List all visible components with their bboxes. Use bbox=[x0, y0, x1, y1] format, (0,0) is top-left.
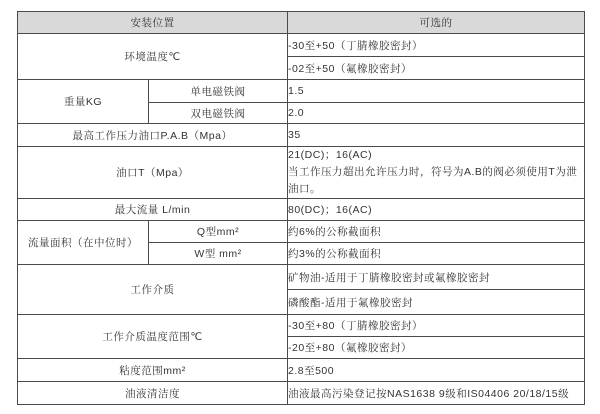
spec-table bbox=[17, 11, 585, 405]
working-medium-phosphate-ester: 磷酸酯-适用于氟橡胶密封 bbox=[288, 290, 585, 315]
flow-area-label: 流量面积（在中位时） bbox=[18, 221, 149, 265]
weight-double-solenoid-value: 2.0 bbox=[288, 103, 585, 124]
max-pressure-label: 最高工作压力油口P.A.B（Mpa） bbox=[18, 124, 288, 147]
weight-double-solenoid-label: 双电磁铁阀 bbox=[149, 103, 288, 124]
port-t-value-line1: 21(DC)；16(AC) bbox=[288, 149, 373, 161]
cleanliness-label: 油液清洁度 bbox=[18, 382, 288, 405]
port-t-value bbox=[288, 147, 585, 199]
table-row bbox=[18, 382, 585, 405]
viscosity-value: 2.8至500 bbox=[288, 359, 585, 382]
ambient-temp-value-nbr: -30至+50（丁腈橡胶密封） bbox=[288, 34, 585, 57]
medium-temp-value-fkm: -20至+80（氟橡胶密封） bbox=[288, 337, 585, 359]
table-row bbox=[18, 147, 585, 199]
table-row bbox=[18, 124, 585, 147]
working-medium-label: 工作介质 bbox=[18, 265, 288, 315]
medium-temp-value-nbr: -30至+80（丁腈橡胶密封） bbox=[288, 315, 585, 337]
table-row bbox=[18, 12, 585, 34]
spec-table-container bbox=[17, 11, 585, 405]
ambient-temp-label: 环境温度℃ bbox=[18, 34, 288, 80]
port-t-value-line2: 当工作压力超出允许压力时，符号为A.B的阀必须使用T为泄油口。 bbox=[288, 166, 578, 195]
table-row bbox=[18, 80, 585, 103]
viscosity-label: 粘度范围mm² bbox=[18, 359, 288, 382]
medium-temp-label: 工作介质温度范围℃ bbox=[18, 315, 288, 359]
table-row bbox=[18, 34, 585, 57]
header-installation-position: 安装位置 bbox=[18, 12, 288, 34]
table-row bbox=[18, 199, 585, 221]
cleanliness-value: 油液最高污染登记按NAS1638 9级和IS04406 20/18/15级 bbox=[288, 382, 585, 405]
max-flow-label: 最大流量 L/min bbox=[18, 199, 288, 221]
port-t-label: 油口T（Mpa） bbox=[18, 147, 288, 199]
header-optional: 可选的 bbox=[288, 12, 585, 34]
table-row bbox=[18, 315, 585, 337]
flow-area-w-type-label: W型 mm² bbox=[149, 243, 288, 265]
working-medium-mineral-oil: 矿物油-适用于丁腈橡胶密封或氟橡胶密封 bbox=[288, 265, 585, 290]
table-row bbox=[18, 265, 585, 290]
max-pressure-value: 35 bbox=[288, 124, 585, 147]
weight-single-solenoid-label: 单电磁铁阀 bbox=[149, 80, 288, 103]
weight-label: 重量KG bbox=[18, 80, 149, 124]
ambient-temp-value-fkm: -02至+50（氟橡胶密封） bbox=[288, 57, 585, 80]
flow-area-w-type-value: 约3%的公称截面积 bbox=[288, 243, 585, 265]
max-flow-value: 80(DC)；16(AC) bbox=[288, 199, 585, 221]
weight-single-solenoid-value: 1.5 bbox=[288, 80, 585, 103]
table-row bbox=[18, 359, 585, 382]
table-row bbox=[18, 221, 585, 243]
flow-area-q-type-label: Q型mm² bbox=[149, 221, 288, 243]
flow-area-q-type-value: 约6%的公称截面积 bbox=[288, 221, 585, 243]
